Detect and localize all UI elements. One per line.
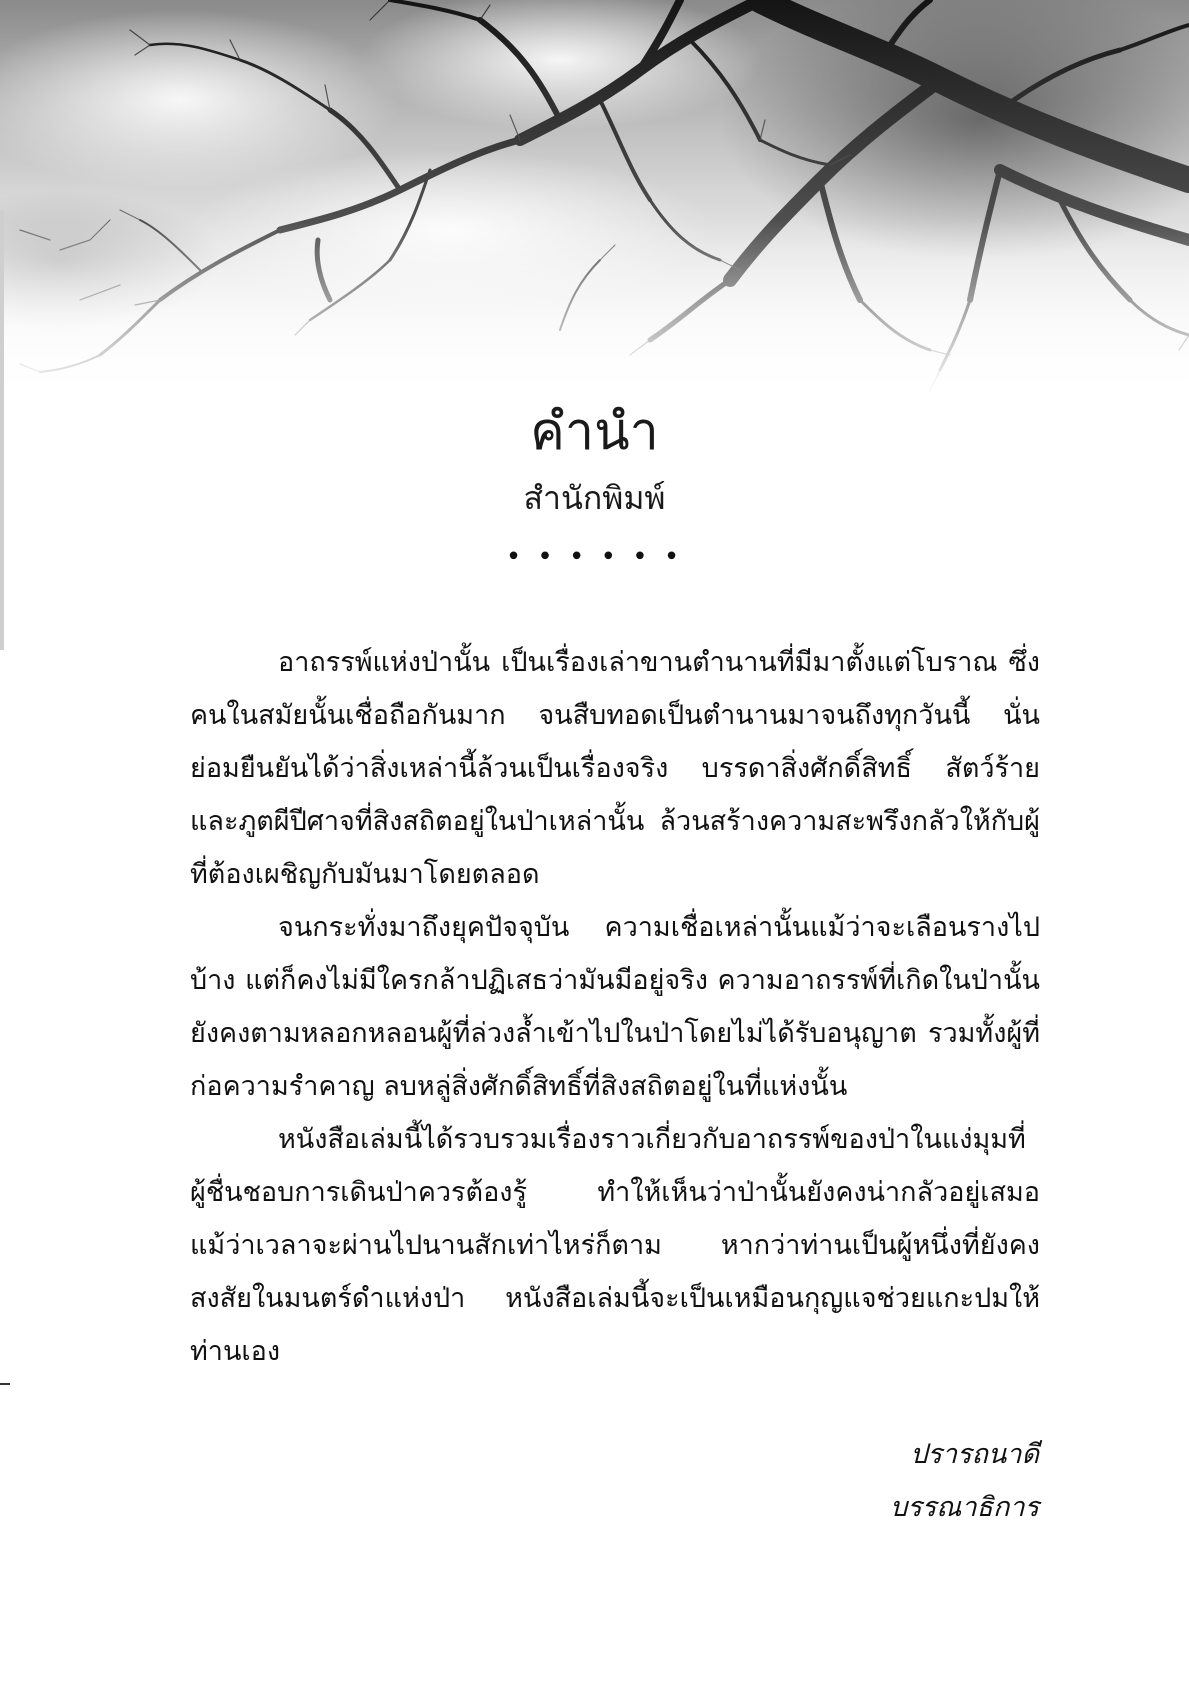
paragraph-3: หนังสือเล่มนี้ได้รวบรวมเรื่องราวเกี่ยวกับอาถรรพ์ของป่าในแง่มุมที่ผู้ชื่นชอบการเดินป่าควรต้องรู้ ทำให้เห็นว่าป่านั้นยังคงน่ากลัวอยู่เสมอ แม้ว่าเวลาจะผ่านไปนานสักเท่าไหร่ก็ตาม หากว่าท่านเป็นผู้หนึ่งที่ยังคงสงสัยในมนตร์ดำแห่งป่า หนังสือเล่มนี้จะเป็นเหมือนกุญแจช่วยแกะปมให้ท่านเอง: [190, 1124, 1040, 1367]
page-subtitle: สำนักพิมพ์: [523, 479, 666, 517]
signature-block: [639, 1428, 1039, 1534]
body-text: [190, 636, 1040, 1378]
signature-closing: ปรารถนาดี: [910, 1439, 1039, 1470]
paragraph-1: อาถรรพ์แห่งป่านั้น เป็นเรื่องเล่าขานตำนานที่มีมาตั้งแต่โบราณ ซึ่งคนในสมัยนั้นเชื่อถือกันมาก จนสืบทอดเป็นตำนานมาจนถึงทุกวันนี้ นั่นย่อมยืนยันได้ว่าสิ่งเหล่านี้ล้วนเป็นเรื่องจริง บรรดาสิ่งศักดิ์สิทธิ์ สัตว์ร้าย และภูตผีปีศาจที่สิงสถิตอยู่ในป่าเหล่านั้น ล้วนสร้างความสะพรึงกลัวให้กับผู้ที่ต้องเผชิญกับมันมาโดยตลอด: [190, 647, 1040, 890]
header-tree-artwork: [0, 0, 1189, 400]
ornament-dots: • • • • • •: [505, 542, 684, 572]
page-edge-mark: [0, 1383, 10, 1385]
paragraph-2: จนกระทั่งมาถึงยุคปัจจุบัน ความเชื่อเหล่านั้นแม้ว่าจะเลือนรางไปบ้าง แต่ก็คงไม่มีใครกล้าปฏิเสธว่ามันมีอยู่จริง ความอาถรรพ์ที่เกิดในป่านั้นยังคงตามหลอกหลอนผู้ที่ล่วงล้ำเข้าไปในป่าโดยไม่ได้รับอนุญาต รวมทั้งผู้ที่ก่อความรำคาญ ลบหลู่สิ่งศักดิ์สิทธิ์ที่สิงสถิตอยู่ในที่แห่งนั้น: [190, 912, 1040, 1102]
page-title: คำนำ: [530, 402, 659, 462]
signature-role: บรรณาธิการ: [890, 1492, 1039, 1523]
